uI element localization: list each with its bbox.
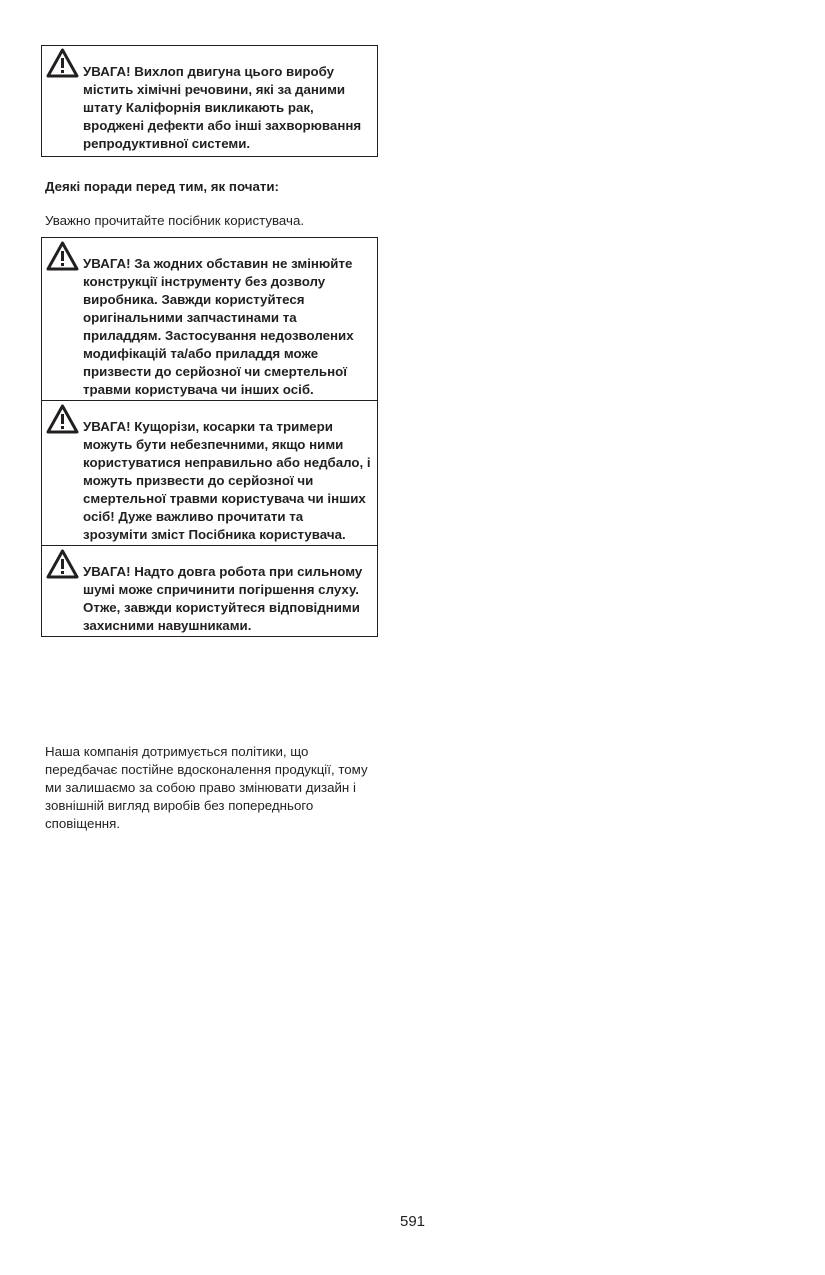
warning-triangle-icon — [46, 404, 79, 434]
warning-item — [42, 238, 377, 400]
warning-text: УВАГА! Надто довга робота при сильному шумі може спричинити погіршення слуху. Отже, завжди користуйтеся відповідними захисними навушниками. — [83, 564, 363, 633]
warning-item — [42, 46, 377, 156]
warning-triangle-icon — [46, 48, 79, 78]
warning-item — [42, 545, 377, 636]
warning-box-main — [41, 237, 378, 637]
policy-text: Наша компанія дотримується політики, що передбачає постійне вдосконалення продукції, тому ми залишаємо за собою право змінювати дизайн і зовнішній вигляд виробів без попереднього сповіщення. — [45, 744, 368, 831]
warning-text: УВАГА! За жодних обставин не змінюйте конструкції інструменту без дозволу виробника. Завжди користуйтеся оригінальними запчастинами та приладдям. Застосування недозволених модифікацій та/або приладдя може призвести до серйозної чи смертельної травми користувача чи інших осіб. — [83, 256, 354, 397]
warning-triangle-icon — [46, 549, 79, 579]
warning-text: УВАГА! Кущорізи, косарки та тримери можуть бути небезпечними, якщо ними користуватися неправильно або недбало, і можуть призвести до серйозної чи смертельної травми користувача чи інших осіб! Дуже важливо прочитати та зрозуміти зміст Посібника користувача. — [83, 419, 371, 542]
warning-box-california — [41, 45, 378, 157]
instruction-text: Уважно прочитайте посібник користувача. — [45, 213, 305, 228]
warning-text: УВАГА! Вихлоп двигуна цього виробу містить хімічні речовини, які за даними штату Каліфорнія викликають рак, вроджені дефекти або інші захворювання репродуктивної системи. — [83, 64, 362, 151]
warning-item — [42, 400, 377, 545]
page-number: 591 — [399, 1213, 426, 1230]
section-heading: Деякі поради перед тим, як почати: — [45, 179, 279, 194]
warning-triangle-icon — [46, 241, 79, 271]
